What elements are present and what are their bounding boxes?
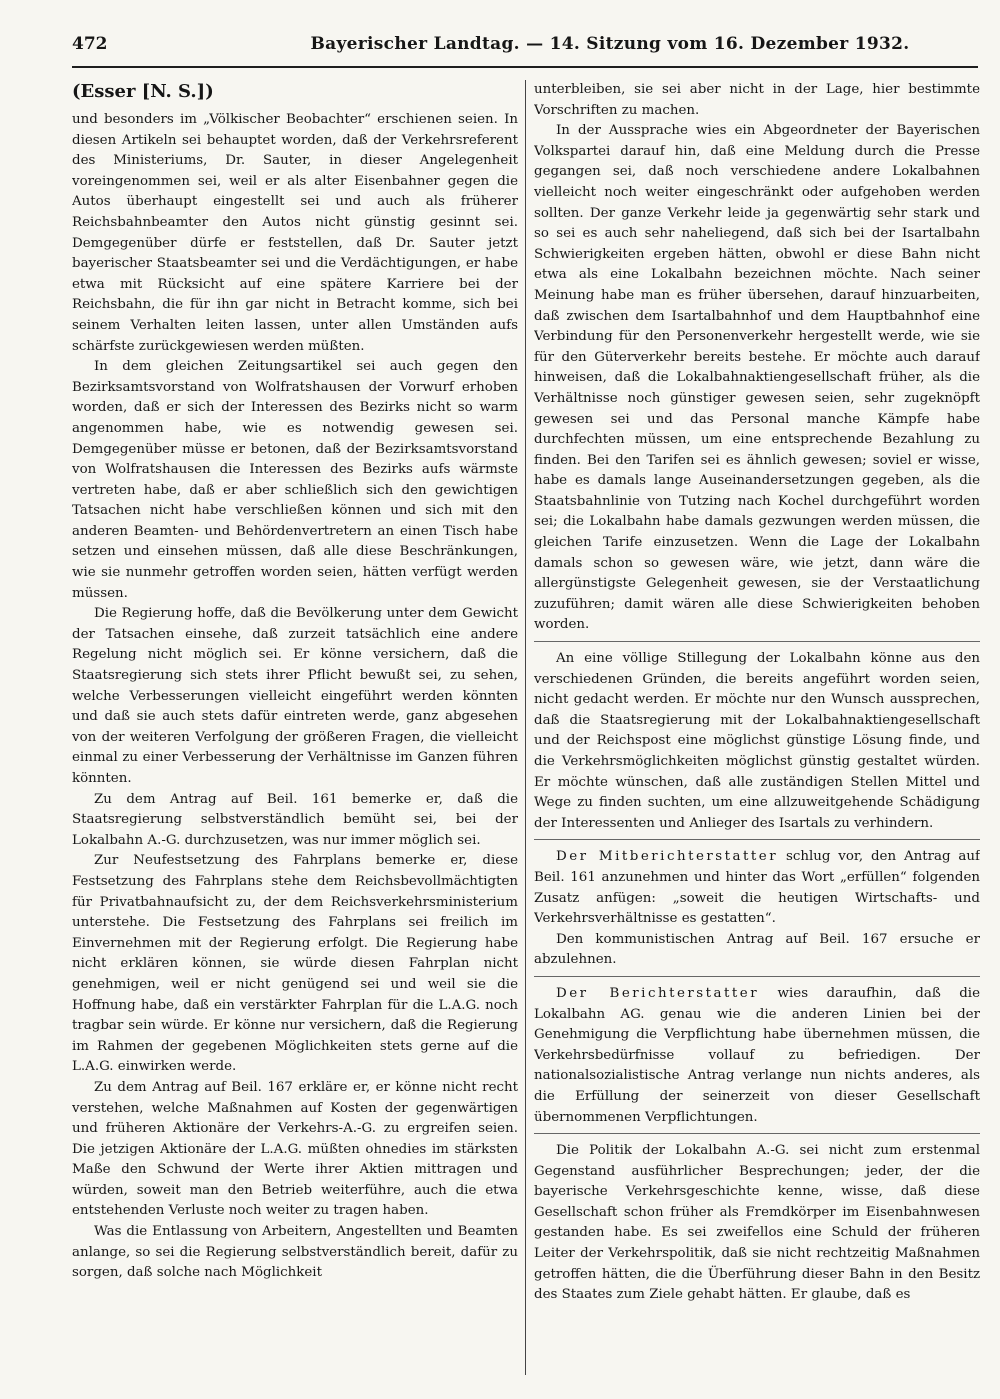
speaker-lead: Der Mitberichterstatter <box>556 849 779 865</box>
paragraph-text: In der Aussprache wies ein Abgeordneter der Bayerischen Volkspartei darauf hin, daß eine Meldung durch die Presse gegangen sei, daß noch verschiedene andere Lokalbahnen vielleicht noch weiter eingeschränkt oder aufgehoben werden sollten. Der ganze Verkehr leide ja gegenwärtig sehr stark und so sei es auch sehr naheliegend, daß sich bei der Isartalbahn Schwierigkeiten ergeben hätten, obwohl er diese Bahn nicht etwa als eine Lokalbahn bezeichnen möchte. Nach seiner Meinung habe man es früher übersehen, darauf hinzuarbeiten, daß zwischen dem Isartalbahnhof und dem Hauptbahnhof eine Verbindung für den Personenverkehr hergestellt werde, wie sie für den Güterverkehr bereits bestehe. Er möchte auch darauf hinweisen, daß die Lokalbahnaktiengesellschaft früher, als die Verhältnisse noch günstiger gewesen seien, sehr zugeknöpft gewesen sei und das Personal manche Kämpfe habe durchfechten müssen, um eine entsprechende Bezahlung zu finden. Bei den Tarifen sei es ähnlich gewesen; soviel er wisse, habe es damals lange Auseinandersetzungen gegeben, als die Staatsbahnlinie von Tutzing nach Kochel durchgeführt worden sei; die Lokalbahn habe damals gezwungen werden müssen, die gleichen Tarife einzusetzen. Wenn die Lage der Lokalbahn damals schon so gewesen wäre, wie jetzt, dann wäre die allergünstigste Gelegenheit gewesen, sie der Verstaatlichung zuzuführen; damit wären alle diese Schwierigkeiten behoben worden. <box>534 123 980 633</box>
paragraph-text: wies daraufhin, daß die Lokalbahn AG. genau wie die anderen Linien bei der Genehmigung die Verpflichtung habe übernehmen müssen, die Verkehrsbedürfnisse vollauf zu befriedigen. Der nationalsozialistische Antrag verlange nun nichts anderes, als die Erfüllung der seinerzeit von dieser Gesellschaft übernommenen Verpflichtungen. <box>534 985 980 1125</box>
running-head: Bayerischer Landtag. — 14. Sitzung vom 16. Dezember 1932. <box>310 34 910 54</box>
column-divider <box>525 80 526 1375</box>
paragraph-text: Die Politik der Lokalbahn A.-G. sei nicht zum erstenmal Gegenstand ausführlicher Besprechungen; jeder, der die bayerische Verkehrsgeschichte kenne, wisse, daß diese Gesellschaft schon früher als Fremdkörper im Eisenbahnwesen gestanden habe. Es sei zweifellos eine Schuld der früheren Leiter der Verkehrspolitik, daß sie nicht rechtzeitig Maßnahmen getroffen hätten, die die Überführung dieser Bahn in den Besitz des Staates zum Ziele gehabt hätten. Er glaube, daß es <box>534 1143 980 1303</box>
paragraph: In dem gleichen Zeitungsartikel sei auch gegen den Bezirksamtsvorstand von Wolfratshausen der Vorwurf erhoben worden, daß er sich der Interessen des Bezirks nicht so warm angenommen habe, wie es notwendig gewesen sei. Demgegenüber müsse er betonen, daß der Bezirksamtsvorstand von Wolfratshausen die Interessen des Bezirks aufs wärmste vertreten habe, daß er aber schließlich sich den gewichtigen Tatsachen nicht habe verschließen können und sich mit den anderen Beamten- und Behördenvertretern an einen Tisch habe setzen und einsehen müssen, daß alle diese Beschränkungen, wie sie nunmehr getroffen worden seien, hätten verfügt werden müssen. <box>72 359 518 601</box>
paragraph: Zu dem Antrag auf Beil. 161 bemerke er, daß die Staatsregierung selbstverständlich bemüht sei, bei der Lokalbahn A.-G. durchzusetzen, was nur immer möglich sei. <box>72 791 518 848</box>
paragraph: Was die Entlassung von Arbeitern, Angestellten und Beamten anlange, so sei die Regierung selbstverständlich bereit, dafür zu sorgen, daß solche nach Möglichkeit <box>72 1224 518 1281</box>
paragraph-text: An eine völlige Stillegung der Lokalbahn könne aus den verschiedenen Gründen, die bereits angeführt worden seien, nicht gedacht werden. Er möchte nur den Wunsch aussprechen, daß die Staatsregierung mit der Lokalbahnaktiengesellschaft und der Reichspost eine möglichst günstige Lösung finde, und die Verkehrsmöglichkeiten möglichst günstig gestaltet würden. Er möchte wünschen, daß alle zuständigen Stellen Mittel und Wege zu finden suchten, um eine allzuweitgehende Schädigung der Interessenten und Anlieger des Isartals zu verhindern. <box>534 651 980 831</box>
paragraph: Zur Neufestsetzung des Fahrplans bemerke er, diese Festsetzung des Fahrplans stehe dem Reichsbevollmächtigten für Privatbahnaufsicht zu, der dem Reichsverkehrsministerium unterstehe. Die Festsetzung des Fahrplans sei freilich im Einvernehmen mit der Regierung erfolgt. Die Regierung habe nicht erklären können, sie würde diesen Fahrplan nicht genehmigen, weil er nicht genügend sei und weil sie die Hoffnung habe, daß ein verstärkter Fahrplan für die L.A.G. noch tragbar sein würde. Er könne nur versichern, daß die Regierung im Rahmen der gegebenen Möglichkeiten stets gerne auf die L.A.G. einwirken werde. <box>72 853 518 1075</box>
paragraph-text: Den kommunistischen Antrag auf Beil. 167 ersuche er abzulehnen. <box>534 931 980 968</box>
paragraph-text: schlug vor, den Antrag auf Beil. 161 anzunehmen und hinter das Wort „erfüllen“ folgenden Zusatz anfügen: „soweit die heutigen Wirtschafts- und Verkehrsverhältnisse es gestatten“. <box>534 849 980 927</box>
paragraph <box>534 1133 980 1306</box>
paragraph <box>534 976 980 1128</box>
page-header <box>72 30 978 68</box>
speaker-lead: Der Berichterstatter <box>556 985 760 1001</box>
speaker-label: (Esser [N. S.]) <box>72 81 214 102</box>
paragraph: und besonders im „Völkischer Beobachter“ erschienen seien. In diesen Artikeln sei behauptet worden, daß der Verkehrsreferent des Ministeriums, Dr. Sauter, in dieser Angelegenheit voreingenommen sei, weil er als alter Eisenbahner gegen die Autos überhaupt eingestellt sei und auch als früherer Reichsbahnbeamter den Autos nicht günstig gesinnt sei. Demgegenüber dürfe er feststellen, daß Dr. Sauter jetzt bayerischer Staatsbeamter sei und die Verdächtigungen, er habe etwa mit Rücksicht auf eine spätere Karriere bei der Reichsbahn, die für ihn gar nicht in Betracht komme, sich bei seinem Verhalten leiten lassen, unter allen Umständen aufs schärfste zurückgewiesen werden müßten. <box>72 112 518 354</box>
paragraph: Zu dem Antrag auf Beil. 167 erkläre er, er könne nicht recht verstehen, welche Maßnahmen auf Kosten der gegenwärtigen und früheren Aktionäre der Verkehrs-A.-G. zu ergreifen seien. Die jetzigen Aktionäre der L.A.G. müßten ohnedies im stärksten Maße den Schwund der Werte ihrer Aktien mittragen und würden, soweit man den Betrieb weiterführe, auch die etwa entstehenden Verluste noch weiter zu tragen haben. <box>72 1079 518 1219</box>
paragraph <box>534 839 980 929</box>
left-column <box>72 80 518 1375</box>
paragraph <box>534 121 980 636</box>
text-columns <box>72 80 978 1375</box>
paragraph: Die Regierung hoffe, daß die Bevölkerung unter dem Gewicht der Tatsachen einsehe, daß zurzeit tatsächlich eine andere Regelung nicht möglich sei. Er könne versichern, daß die Staatsregierung sich stets ihrer Pflicht bewußt sei, zu sehen, welche Verbesserungen vielleicht eingeführt werden könnten und daß sie auch stets dafür eintreten werde, ganz abgesehen von der weiteren Verfolgung der größeren Fragen, die vielleicht einmal zu einer Verbesserung der Verhältnisse im Ganzen führen könnten. <box>72 606 518 786</box>
right-column <box>534 80 980 1375</box>
paragraph-text: unterbleiben, sie sei aber nicht in der Lage, hier bestimmte Vorschriften zu machen. <box>534 82 980 118</box>
page-number: 472 <box>72 34 108 54</box>
paragraph <box>534 641 980 834</box>
paragraph <box>534 930 980 971</box>
paragraph <box>534 80 980 121</box>
page <box>72 30 978 1375</box>
